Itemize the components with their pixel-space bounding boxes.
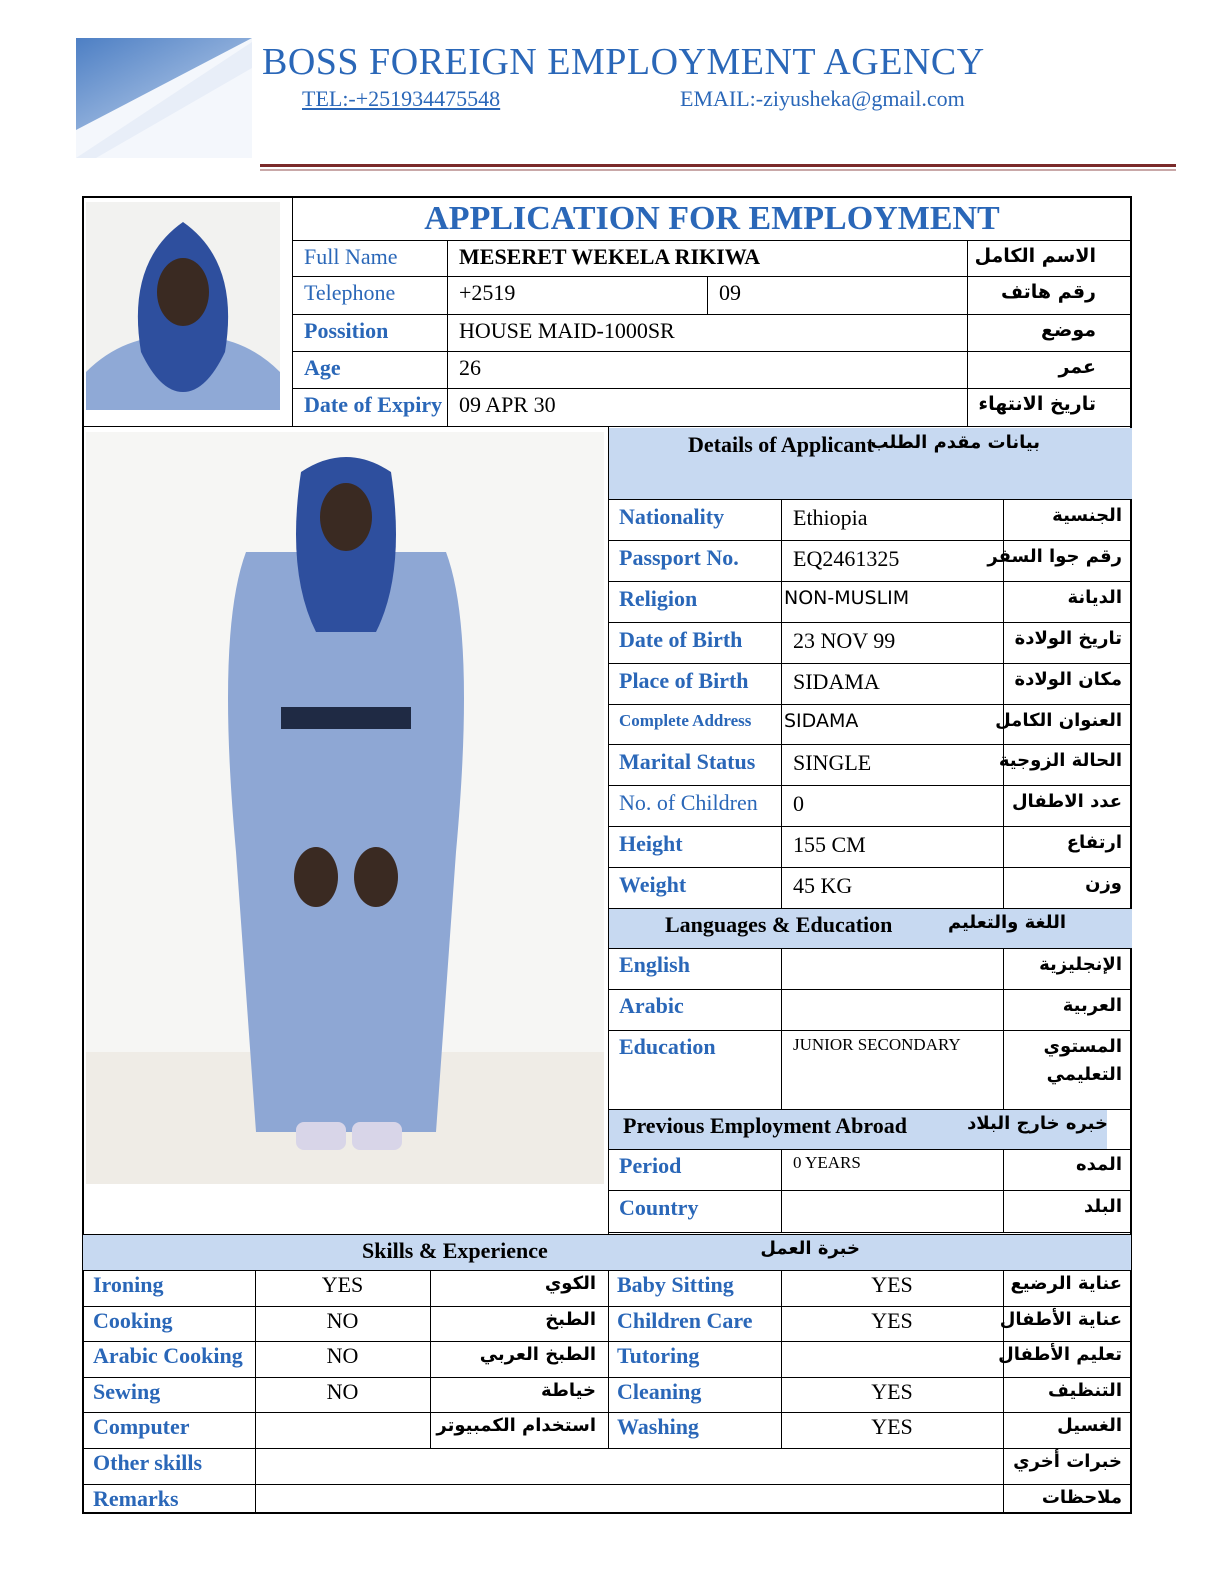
language-label: Education <box>619 1034 716 1059</box>
language-label-ar: العربية <box>1062 995 1122 1016</box>
previous-label: Period <box>619 1153 682 1178</box>
top-row-label-ar: رقم هاتف <box>1001 281 1096 303</box>
table-gridline <box>608 867 1132 868</box>
table-gridline <box>292 240 1132 241</box>
language-label: English <box>619 952 690 977</box>
table-gridline <box>608 744 1132 745</box>
table-gridline <box>781 1149 782 1232</box>
detail-value: SIDAMA <box>793 669 880 694</box>
skill-label: Tutoring <box>617 1343 700 1368</box>
previous-value: 0 YEARS <box>793 1153 861 1172</box>
table-gridline <box>608 989 1132 990</box>
top-row-label: Date of Expiry <box>304 392 443 417</box>
table-gridline <box>82 1270 1132 1271</box>
skill-value: NO <box>326 1343 359 1368</box>
language-label-ar-2: التعليمي <box>1046 1064 1122 1085</box>
skill-label: Children Care <box>617 1308 753 1333</box>
detail-label-ar: ارتفاع <box>1066 832 1122 853</box>
language-label: Arabic <box>619 993 684 1018</box>
agency-logo <box>76 38 252 158</box>
detail-label: Religion <box>619 586 698 611</box>
table-gridline <box>608 948 1132 949</box>
skill-label: Computer <box>93 1414 190 1439</box>
table-gridline <box>82 1306 1132 1307</box>
detail-label: Weight <box>619 872 687 897</box>
table-gridline <box>608 622 1132 623</box>
table-gridline <box>608 826 1132 827</box>
agency-telephone[interactable]: TEL:-+251934475548 <box>302 86 501 111</box>
table-gridline <box>608 1270 609 1448</box>
table-gridline <box>608 785 1132 786</box>
skill-label-ar: الغسيل <box>1057 1415 1122 1436</box>
remarks-label: Remarks <box>93 1486 179 1511</box>
skill-label-ar: الطبخ <box>545 1309 596 1330</box>
skill-label: Ironing <box>93 1272 164 1297</box>
top-row-label-ar: موضع <box>1040 319 1096 341</box>
detail-label: Height <box>619 831 683 856</box>
top-row-value: 26 <box>459 355 481 380</box>
skill-label-ar: عناية الأطفال <box>999 1309 1122 1330</box>
agency-name: BOSS FOREIGN EMPLOYMENT AGENCY <box>262 41 985 83</box>
table-gridline <box>292 276 1132 277</box>
skill-label-ar: الطبخ العربي <box>479 1344 596 1365</box>
skills-header: Skills & Experience <box>362 1238 548 1263</box>
table-gridline <box>447 240 448 426</box>
table-gridline <box>608 1232 1132 1233</box>
detail-label-ar: الديانة <box>1067 587 1122 608</box>
top-row-label: Telephone <box>304 280 396 305</box>
top-row-label: Full Name <box>304 244 398 269</box>
table-gridline <box>781 499 782 908</box>
skill-label-ar: خياطة <box>541 1380 596 1401</box>
detail-label: Passport No. <box>619 545 739 570</box>
language-label-ar: الإنجليزية <box>1039 954 1122 975</box>
skill-label: Arabic Cooking <box>93 1343 243 1368</box>
table-gridline <box>292 388 1132 389</box>
applicant-portrait-photo <box>86 202 280 410</box>
skill-value: YES <box>871 1272 913 1297</box>
skill-value: YES <box>871 1379 913 1404</box>
detail-label-ar: وزن <box>1085 873 1122 894</box>
skill-value: YES <box>871 1308 913 1333</box>
table-gridline <box>608 1030 1132 1031</box>
detail-label-ar: الجنسية <box>1052 505 1122 526</box>
table-gridline <box>608 1149 1132 1150</box>
table-gridline <box>82 426 1132 427</box>
language-value: JUNIOR SECONDARY <box>793 1035 961 1054</box>
skill-label: Cleaning <box>617 1379 702 1404</box>
top-row-label-ar: عمر <box>1058 356 1096 378</box>
detail-label: No. of Children <box>619 790 758 815</box>
detail-value: NON-MUSLIM <box>784 587 910 609</box>
header-divider-shadow <box>260 169 1176 171</box>
top-row-value: 09 APR 30 <box>459 392 556 417</box>
detail-label-ar: تاريخ الولادة <box>1014 628 1122 649</box>
table-gridline <box>608 499 1132 500</box>
top-row-value: HOUSE MAID-1000SR <box>459 318 675 343</box>
skill-value: NO <box>326 1308 359 1333</box>
table-gridline <box>82 1412 1132 1413</box>
detail-label-ar: العنوان الكامل <box>995 710 1122 731</box>
remarks-label-ar: ملاحظات <box>1041 1487 1122 1508</box>
other-skills-label: Other skills <box>93 1450 203 1475</box>
skills-header-ar: خبرة العمل <box>760 1238 860 1259</box>
detail-label-ar: مكان الولادة <box>1014 669 1122 690</box>
detail-value: 0 <box>793 791 804 816</box>
photo-divider <box>292 198 293 426</box>
previous-header-ar: خبره خارج البلاد <box>967 1113 1108 1134</box>
details-header-ar: بيانات مقدم الطلب <box>870 432 1040 453</box>
table-gridline <box>82 1448 1132 1449</box>
detail-value: 45 KG <box>793 873 853 898</box>
detail-label-ar: رقم جوا السفر <box>987 546 1122 567</box>
skill-label-ar: الكوي <box>544 1273 596 1294</box>
previous-label-ar: البلد <box>1083 1196 1122 1217</box>
header-divider <box>260 164 1176 167</box>
other-skills-label-ar: خبرات أخري <box>1013 1451 1122 1472</box>
skill-label: Baby Sitting <box>617 1272 734 1297</box>
top-row-label-ar: الاسم الكامل <box>974 245 1096 267</box>
detail-value: SIDAMA <box>784 710 859 732</box>
skill-value: NO <box>326 1379 359 1404</box>
skill-label: Washing <box>617 1414 699 1439</box>
skill-label-ar: التنظيف <box>1048 1380 1122 1401</box>
detail-value: Ethiopia <box>793 505 868 530</box>
top-row-label-ar: تاريخ الانتهاء <box>978 393 1096 415</box>
skill-label-ar: تعليم الأطفال <box>998 1344 1122 1365</box>
detail-label: Marital Status <box>619 749 756 774</box>
table-gridline <box>82 1341 1132 1342</box>
languages-header: Languages & Education <box>665 912 893 937</box>
table-gridline <box>82 1484 1132 1485</box>
detail-value: 155 CM <box>793 832 866 857</box>
skill-value: YES <box>321 1272 364 1297</box>
table-gridline <box>292 351 1132 352</box>
applicant-full-photo <box>86 432 604 1184</box>
detail-label-ar: الحالة الزوجية <box>998 750 1122 771</box>
table-gridline <box>608 581 1132 582</box>
top-row-label: Possition <box>304 318 389 343</box>
detail-label: Complete Address <box>619 711 752 730</box>
previous-label-ar: المده <box>1075 1154 1122 1175</box>
table-gridline <box>82 1377 1132 1378</box>
previous-header: Previous Employment Abroad <box>623 1113 907 1138</box>
top-row-value-2: 09 <box>719 280 741 305</box>
table-gridline <box>608 1190 1132 1191</box>
previous-label: Country <box>619 1195 699 1220</box>
table-gridline <box>608 663 1132 664</box>
skill-label-ar: عناية الرضيع <box>1010 1273 1122 1294</box>
table-gridline <box>292 314 1132 315</box>
detail-label: Nationality <box>619 504 725 529</box>
table-gridline <box>781 948 782 1109</box>
language-label-ar: المستوي <box>1043 1036 1122 1057</box>
top-row-value: +2519 <box>459 280 516 305</box>
skill-value: YES <box>871 1414 913 1439</box>
details-header: Details of Applicant <box>688 432 874 457</box>
skill-label: Sewing <box>93 1379 161 1404</box>
table-gridline <box>608 704 1132 705</box>
detail-label-ar: عدد الاطفال <box>1011 791 1122 812</box>
detail-value: SINGLE <box>793 750 872 775</box>
top-row-label: Age <box>304 355 341 380</box>
form-title: APPLICATION FOR EMPLOYMENT <box>424 200 1000 237</box>
table-gridline <box>707 276 708 314</box>
skill-label-ar: استخدام الكمبيوتر <box>436 1415 596 1436</box>
skill-label: Cooking <box>93 1308 173 1333</box>
top-row-value: MESERET WEKELA RIKIWA <box>459 244 761 269</box>
detail-value: 23 NOV 99 <box>793 628 896 653</box>
table-gridline <box>608 540 1132 541</box>
languages-header-ar: اللغة والتعليم <box>947 912 1066 933</box>
agency-email: EMAIL:-ziyusheka@gmail.com <box>680 86 965 111</box>
detail-label: Place of Birth <box>619 668 749 693</box>
detail-value: EQ2461325 <box>793 546 900 571</box>
detail-label: Date of Birth <box>619 627 743 652</box>
